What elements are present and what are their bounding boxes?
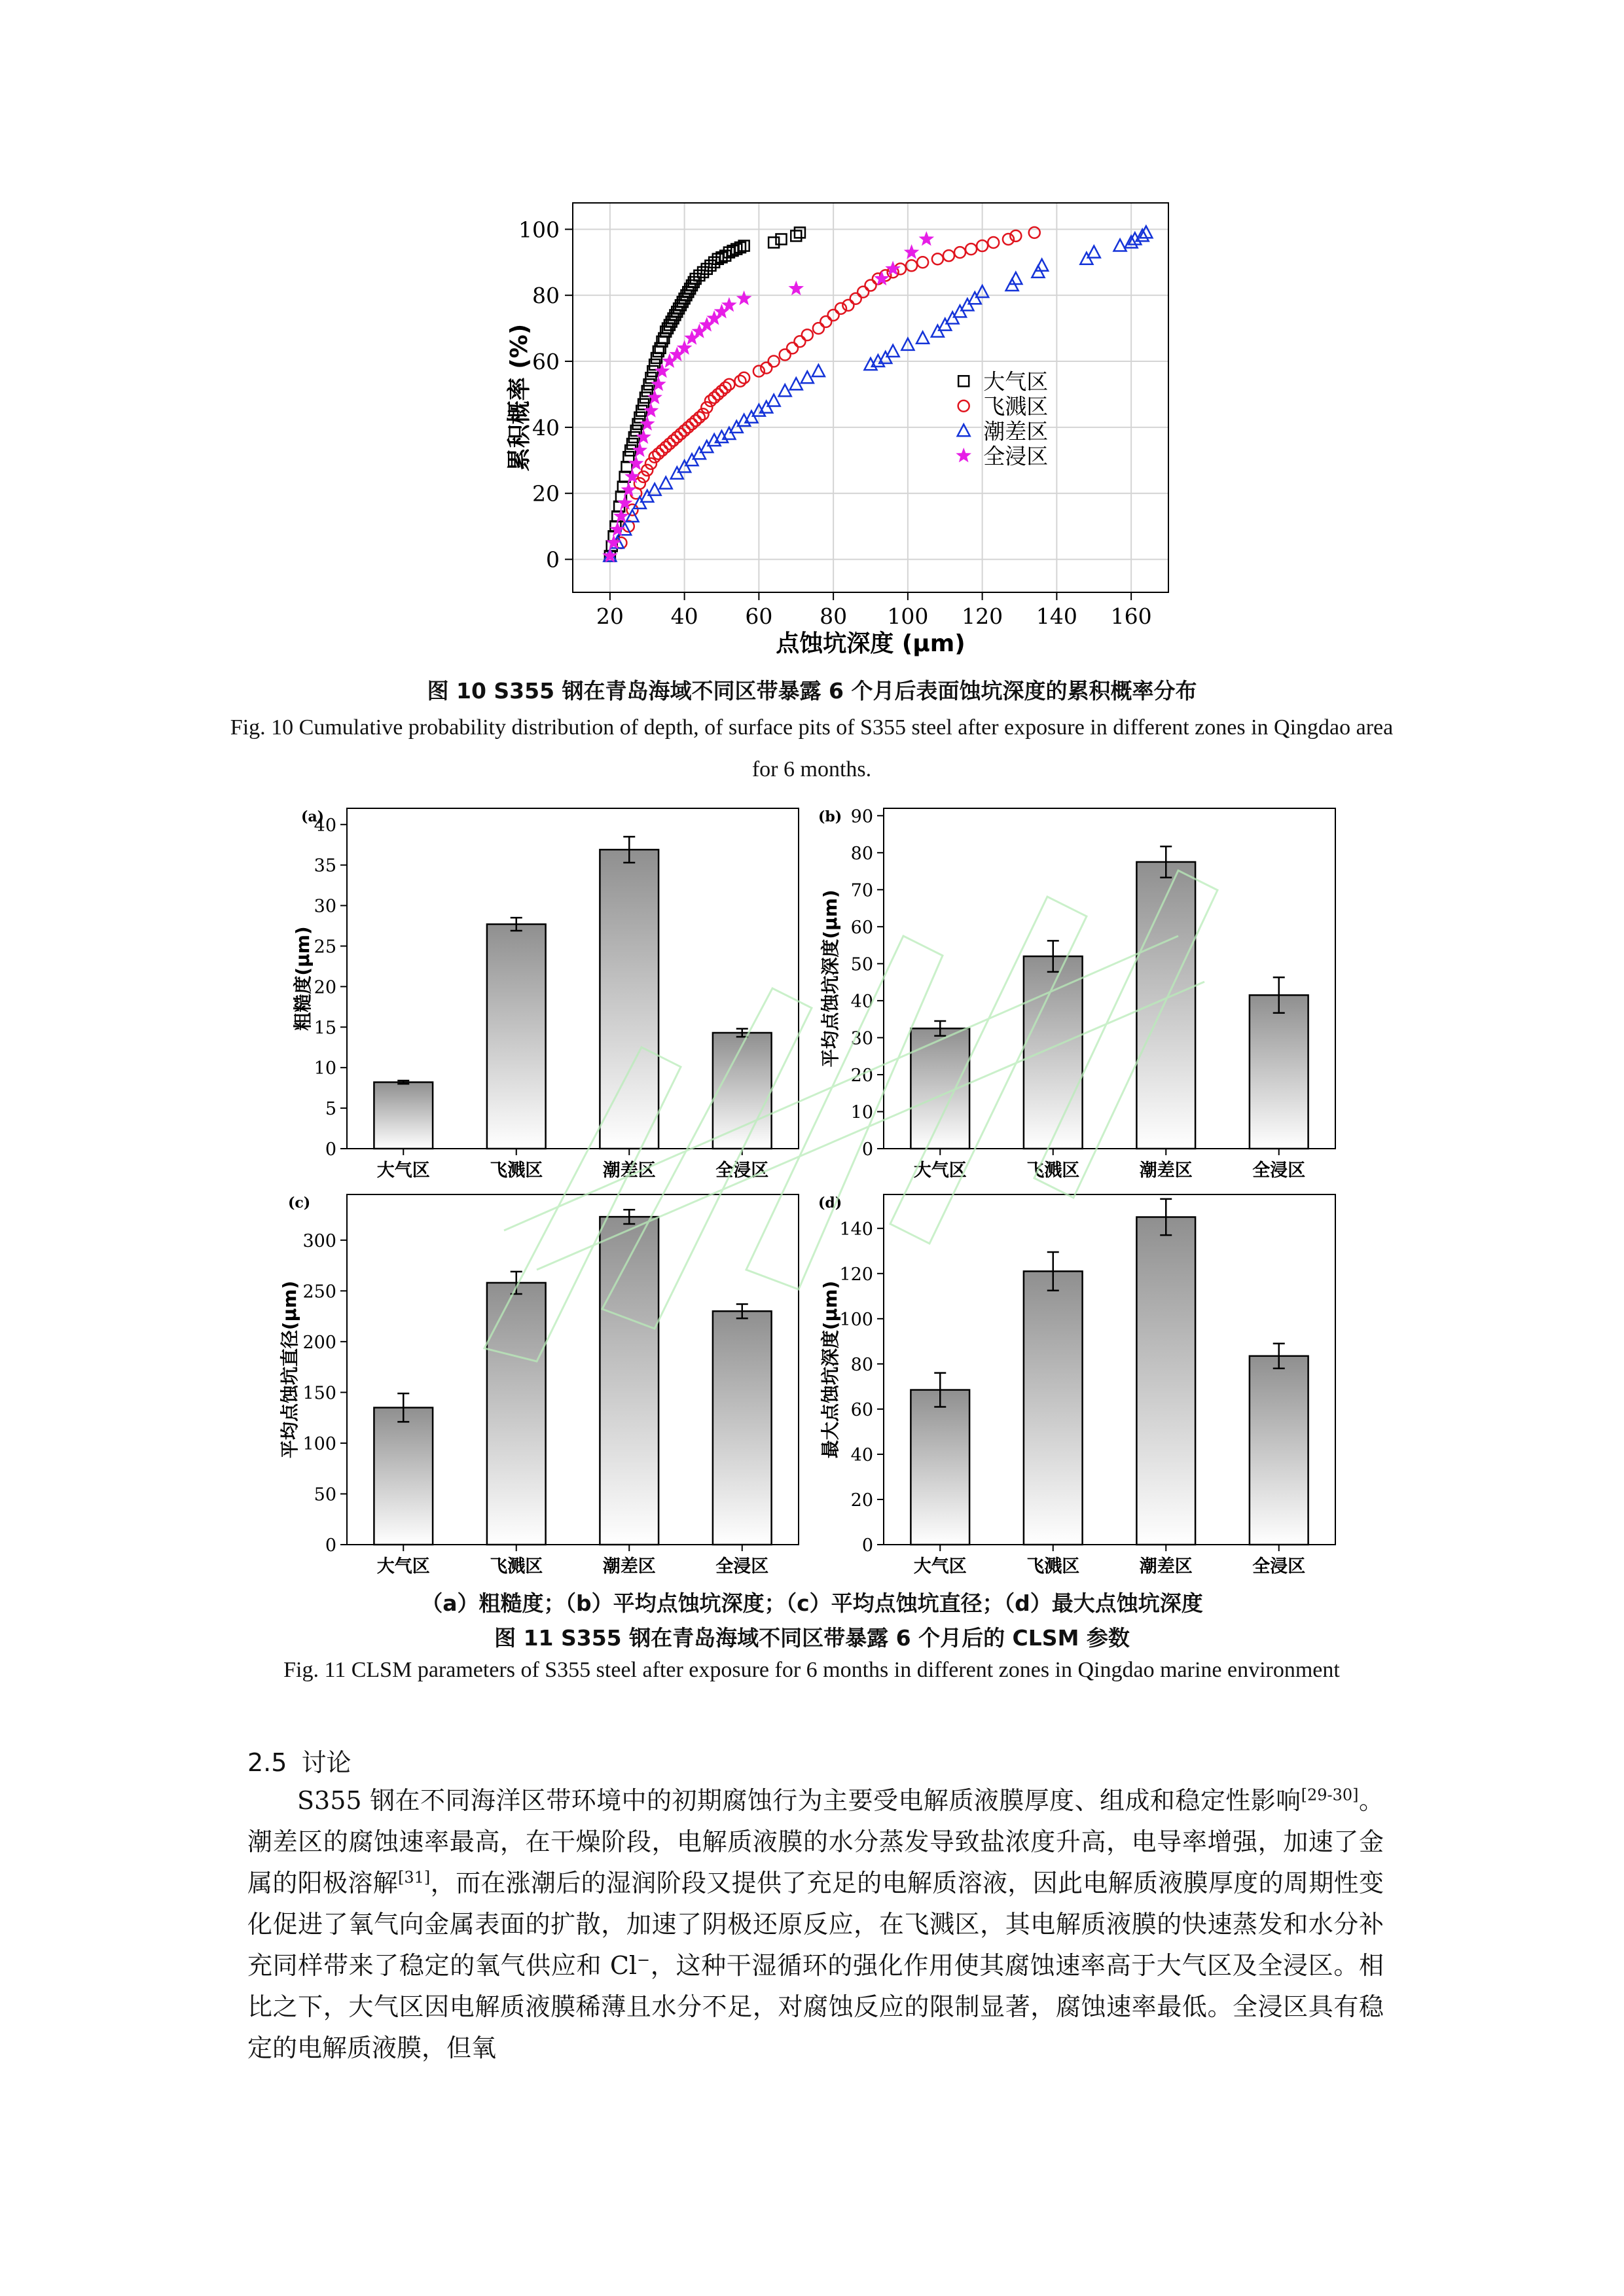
- fig10-legend-marker: [958, 376, 969, 386]
- fig11a-ytick-label: 5: [325, 1099, 336, 1120]
- fig11d-chart: [812, 1188, 1342, 1581]
- fig10-caption-cn: 图 10 S355 钢在青岛海域不同区带暴露 6 个月后表面蚀坑深度的累积概率分布: [427, 678, 1197, 704]
- fig11a-ytick-label: 0: [325, 1139, 336, 1160]
- fig11a-category-label: 潮差区: [602, 1160, 656, 1181]
- fig11c-ytick-label: 100: [302, 1433, 336, 1454]
- fig10-ytick-label: 60: [532, 349, 560, 375]
- fig11a-ytick-label: 25: [314, 937, 336, 958]
- fig10-xtick-label: 40: [670, 603, 698, 629]
- fig11d-ytick-label: 100: [839, 1309, 873, 1330]
- fig11a-category-label: 大气区: [376, 1160, 430, 1181]
- fig11a-panel-label: (a): [301, 808, 325, 825]
- fig11d-category-label: 全浸区: [1252, 1556, 1306, 1577]
- fig11c-category-label: 潮差区: [602, 1556, 656, 1577]
- fig11d-bar: [911, 1390, 969, 1545]
- fig11b-bar: [1024, 956, 1083, 1149]
- citation-29-30: [29-30]: [1301, 1785, 1359, 1804]
- fig10-chart: [497, 190, 1191, 674]
- fig10-point-star: [905, 245, 918, 259]
- fig11b-ytick-label: 80: [850, 843, 873, 864]
- fig10-legend-label: 全浸区: [983, 443, 1049, 469]
- fig11b-ytick-label: 20: [850, 1065, 873, 1086]
- fig11-subcaption: （a）粗糙度；（b）平均点蚀坑深度；（c）平均点蚀坑直径；（d）最大点蚀坑深度: [421, 1590, 1203, 1616]
- fig11d-ytick-label: 20: [850, 1490, 873, 1511]
- fig10-point-triangle: [1088, 246, 1100, 258]
- fig11d-bar: [1250, 1356, 1308, 1545]
- fig11b-bar: [1136, 862, 1195, 1149]
- fig10-point-circle: [943, 250, 954, 261]
- fig11c-ytick-label: 50: [314, 1484, 336, 1505]
- paragraph-text-3: ，而在涨潮后的湿润阶段又提供了充足的电解质溶液，因此电解质液膜厚度的周期性变化促进了氧气向金属表面的扩散，加速了阴极还原反应，在飞溅区，其电解质液膜的快速蒸发和水分补充同样带来了稳定的氧气供应和 Cl: [247, 1869, 1384, 1980]
- fig11a-ytick-label: 35: [314, 855, 336, 876]
- fig11b-ytick-label: 60: [850, 917, 873, 938]
- section-heading: [247, 1742, 352, 1778]
- fig10-ytick-label: 0: [546, 547, 560, 573]
- fig11b-bar: [911, 1028, 969, 1149]
- fig11b-chart: [812, 802, 1342, 1181]
- fig11d-y-axis-label: 最大点蚀坑深度(μm): [820, 1280, 841, 1459]
- fig11a-y-axis-label: 粗糙度(μm): [292, 926, 314, 1031]
- fig10-point-circle: [954, 247, 965, 258]
- fig11d-ytick-label: 40: [850, 1444, 873, 1465]
- fig10-xtick-label: 60: [745, 603, 773, 629]
- fig10-xtick-label: 160: [1110, 603, 1152, 629]
- fig11d-ytick-label: 60: [850, 1399, 873, 1420]
- fig10-point-circle: [787, 342, 798, 353]
- fig11b-category-label: 飞溅区: [1026, 1160, 1080, 1181]
- fig11a-bar: [487, 924, 546, 1149]
- fig11c-category-label: 飞溅区: [490, 1556, 543, 1577]
- fig11d-category-label: 飞溅区: [1026, 1556, 1080, 1577]
- fig10-xtick-label: 20: [596, 603, 624, 629]
- fig10-point-circle: [865, 280, 876, 291]
- fig11a-ytick-label: 20: [314, 977, 336, 998]
- fig10-point-circle: [965, 243, 977, 255]
- chloride-superscript: −: [637, 1950, 651, 1969]
- fig10-legend-label: 大气区: [983, 368, 1049, 395]
- fig10-legend-marker: [958, 424, 970, 436]
- fig11a-ytick-label: 40: [314, 815, 336, 836]
- fig10-point-triangle: [1114, 240, 1127, 251]
- fig11c-ytick-label: 250: [302, 1282, 336, 1302]
- fig11a-category-label: 飞溅区: [490, 1160, 543, 1181]
- fig11d-bar: [1136, 1217, 1195, 1545]
- fig10-point-circle: [820, 316, 831, 327]
- fig11c-bar: [487, 1283, 546, 1545]
- fig11b-category-label: 潮差区: [1139, 1160, 1193, 1181]
- fig10-point-circle: [813, 323, 824, 334]
- fig10-point-square: [776, 234, 787, 244]
- fig11c-category-label: 大气区: [376, 1556, 430, 1577]
- fig10-y-axis-label: 累积概率 (%): [506, 323, 533, 472]
- fig11b-ytick-label: 50: [850, 954, 873, 975]
- fig11d-category-label: 大气区: [913, 1556, 967, 1577]
- fig10-xtick-label: 140: [1036, 603, 1077, 629]
- fig11c-ytick-label: 150: [302, 1383, 336, 1404]
- fig11c-panel-label: (c): [288, 1194, 311, 1211]
- fig11b-ytick-label: 10: [850, 1102, 873, 1123]
- fig10-point-star: [920, 232, 933, 245]
- fig10-xtick-label: 100: [887, 603, 929, 629]
- fig11b-ytick-label: 90: [850, 806, 873, 827]
- fig11b-bar: [1250, 995, 1308, 1149]
- fig10-point-square: [791, 230, 801, 241]
- fig11b-panel-label: (b): [818, 808, 842, 825]
- fig10-legend-label: 潮差区: [983, 418, 1049, 444]
- fig11c-chart: [281, 1188, 805, 1581]
- fig11c-ytick-label: 300: [302, 1230, 336, 1251]
- fig10-series-circle: [615, 227, 1039, 548]
- fig10-ytick-label: 80: [532, 283, 560, 309]
- fig11a-ytick-label: 15: [314, 1018, 336, 1039]
- fig11-caption-en: Fig. 11 CLSM parameters of S355 steel after exposure for 6 months in different zones in Qingdao marine environment: [283, 1658, 1340, 1682]
- fig11c-ytick-label: 0: [325, 1535, 336, 1556]
- fig10-point-triangle: [916, 332, 929, 344]
- paragraph-text-4: ，这种干湿循环的强化作用使其腐蚀速率高于大气区及全浸区。相比之下，大气区因电解质液膜稀薄且水分不足，对腐蚀反应的限制显著，腐蚀速率最低。全浸区具有稳定的电解质液膜，但氧: [247, 1951, 1384, 2062]
- fig10-point-circle: [641, 465, 653, 476]
- fig10-xtick-label: 120: [962, 603, 1003, 629]
- fig10-point-square: [705, 260, 715, 271]
- fig11a-bar: [374, 1082, 433, 1149]
- fig10-point-circle: [794, 336, 805, 347]
- fig10-series-star: [603, 232, 933, 562]
- fig10-point-circle: [988, 237, 999, 248]
- fig10-xtick-label: 80: [820, 603, 848, 629]
- fig10-point-circle: [645, 458, 657, 469]
- fig11b-ytick-label: 70: [850, 880, 873, 901]
- fig10-point-star: [789, 281, 803, 295]
- fig11d-panel-label: (d): [818, 1194, 842, 1211]
- fig10-legend-label: 飞溅区: [983, 393, 1049, 420]
- fig11c-y-axis-label: 平均点蚀坑直径(μm): [279, 1280, 300, 1459]
- fig10-point-star: [611, 522, 624, 535]
- paragraph-text-1: S355 钢在不同海洋区带环境中的初期腐蚀行为主要受电解质液膜厚度、组成和稳定性影响: [297, 1786, 1301, 1815]
- fig11c-bar: [374, 1408, 433, 1545]
- fig10-point-circle: [701, 402, 712, 413]
- fig10-plot-frame: [573, 203, 1168, 592]
- fig10-point-star: [737, 291, 751, 304]
- fig10-point-circle: [802, 329, 813, 340]
- section-number: 2.5: [247, 1748, 287, 1777]
- fig11d-ytick-label: 120: [839, 1264, 873, 1285]
- fig11d-category-label: 潮差区: [1139, 1556, 1193, 1577]
- fig10-point-circle: [780, 349, 791, 360]
- fig10-ytick-label: 40: [532, 414, 560, 440]
- fig11b-ytick-label: 40: [850, 991, 873, 1012]
- fig10-point-triangle: [1036, 259, 1048, 271]
- fig11-caption-cn: 图 11 S355 钢在青岛海域不同区带暴露 6 个月后的 CLSM 参数: [494, 1625, 1130, 1651]
- fig11b-category-label: 全浸区: [1252, 1160, 1306, 1181]
- fig10-ytick-label: 20: [532, 480, 560, 507]
- fig11d-ytick-label: 140: [839, 1219, 873, 1240]
- fig11c-ytick-label: 200: [302, 1332, 336, 1353]
- fig10-point-square: [702, 264, 712, 274]
- fig10-point-triangle: [887, 345, 899, 357]
- fig10-point-square: [698, 267, 708, 278]
- fig11a-ytick-label: 10: [314, 1058, 336, 1079]
- fig10-point-circle: [638, 471, 649, 482]
- fig10-x-axis-label: 点蚀坑深度 (μm): [776, 630, 965, 657]
- fig11b-y-axis-label: 平均点蚀坑深度(μm): [820, 889, 841, 1067]
- discussion-paragraph: [247, 1780, 1384, 2069]
- fig10-point-star: [722, 298, 736, 311]
- citation-31: [31]: [398, 1868, 431, 1887]
- fig10-ytick-label: 100: [518, 217, 560, 243]
- fig11c-bar: [600, 1217, 659, 1545]
- fig10-legend-marker: [958, 401, 969, 412]
- fig10-point-triangle: [812, 365, 825, 376]
- fig10-point-square: [621, 461, 632, 472]
- fig11a-bar: [600, 850, 659, 1149]
- fig11b-ytick-label: 30: [850, 1028, 873, 1049]
- fig11d-ytick-label: 0: [861, 1535, 873, 1556]
- fig10-point-circle: [917, 257, 928, 268]
- fig11a-bar: [713, 1033, 772, 1149]
- fig10-point-circle: [932, 253, 943, 264]
- fig11c-bar: [713, 1311, 772, 1545]
- fig10-legend-marker: [957, 448, 971, 461]
- fig10-caption-en: Fig. 10 Cumulative probability distribution of depth, of surface pits of S355 steel after exposure in different zones in Qingdao area for 6 months.: [230, 715, 1394, 781]
- fig10-point-triangle: [1009, 272, 1022, 284]
- fig11a-category-label: 全浸区: [715, 1160, 769, 1181]
- fig11d-ytick-label: 80: [850, 1354, 873, 1375]
- paragraph-text-2: 。潮差区的腐蚀速率最高，在干燥阶段，电解质液膜的水分蒸发导致盐浓度升高，电导率增强，加速了金属的阳极溶解: [247, 1786, 1384, 1897]
- fig10-point-square: [768, 238, 779, 248]
- fig11d-bar: [1024, 1271, 1083, 1545]
- fig11b-ytick-label: 0: [861, 1139, 873, 1160]
- fig11c-category-label: 全浸区: [715, 1556, 769, 1577]
- fig11a-ytick-label: 30: [314, 896, 336, 917]
- fig10-series-square: [605, 227, 805, 561]
- fig11b-category-label: 大气区: [913, 1160, 967, 1181]
- fig11a-chart: [292, 802, 805, 1181]
- section-title: 讨论: [301, 1748, 352, 1777]
